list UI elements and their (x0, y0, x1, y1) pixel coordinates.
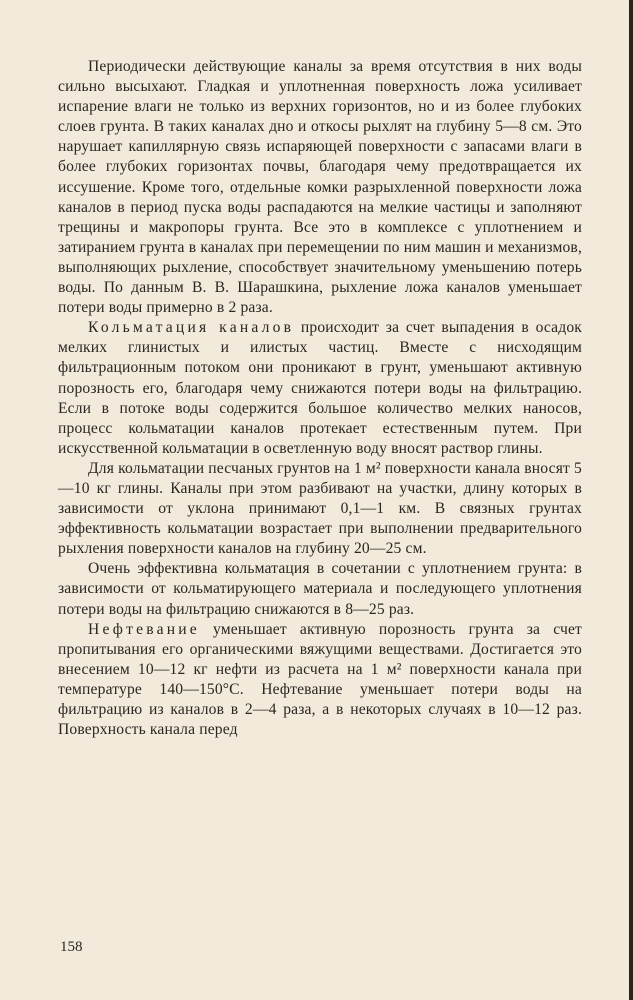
paragraph-loosening (58, 57, 582, 318)
body-text (58, 57, 582, 740)
spaced-term: Кольматация каналов (88, 319, 295, 337)
paragraph-colmatation (58, 318, 582, 459)
paragraph-text: Для кольматации песчаных грунтов на 1 м² поверхности канала вносят 5—10 кг глины. Каналы при этом разбивают на участки, длину которых в зависимости от уклона принимают 0,1—1 км. В связных грунтах эффективность кольматации возрастает при выполнении предварительного рыхления поверхности каналов на глубину 20—25 см. (58, 459, 582, 558)
paragraph-compaction (58, 559, 582, 619)
spaced-term: Нефтевание (88, 620, 200, 638)
paragraph-oiling (58, 620, 582, 741)
paragraph-sand-colmatation (58, 459, 582, 559)
page-edge (629, 0, 633, 1000)
page-number: 158 (60, 939, 83, 955)
paragraph-text: Очень эффективна кольматация в сочетании с уплотнением грунта: в зависимости от кольматирующего материала и последующего уплотнения потери воды на фильтрацию снижаются в 8—25 раз. (58, 560, 582, 618)
paragraph-text: уменьшает активную порозность грунта за счет пропитывания его органическими вяжущими веществами. Достигается это внесением 10—12 кг нефти из расчета на 1 м² поверхности канала при температуре 140—150°С. Нефтевание уменьшает потери воды на фильтрацию из каналов в 2—4 раза, а в некоторых случаях в 10—12 раз. Поверхность канала перед (58, 620, 582, 739)
paragraph-text: происходит за счет выпадения в осадок мелких глинистых и илистых частиц. Вместе с нисходящим фильтрационным потоком они проникают в грунт, уменьшают активную порозность его, благодаря чему снижаются потери воды на фильтрацию. Если в потоке воды содержится большое количество мелких наносов, процесс кольматации каналов протекает естественным путем. При искусственной кольматации в осветленную воду вносят раствор глины. (58, 319, 582, 457)
paragraph-text: Периодически действующие каналы за время отсутствия в них воды сильно высыхают. Гладкая и уплотненная поверхность ложа усиливает испарение влаги не только из верхних горизонтов, но и из более глубоких слоев грунта. В таких каналах дно и откосы рыхлят на глубину 5—8 см. Это нарушает капиллярную связь испаряющей поверхности с запасами влаги в более глубоких горизонтах почвы, благодаря чему предотвращается их иссушение. Кроме того, отдельные комки разрыхленной поверхности ложа каналов в период пуска воды распадаются на мелкие частицы и заполняют трещины и макропоры грунта. Все это в комплексе с уплотнением и затиранием грунта в каналах при перемещении по ним машин и механизмов, выполняющих рыхление, способствует значительному уменьшению потерь воды. По данным В. В. Шарашкина, рыхление ложа каналов уменьшает потери воды примерно в 2 раза. (58, 58, 582, 317)
